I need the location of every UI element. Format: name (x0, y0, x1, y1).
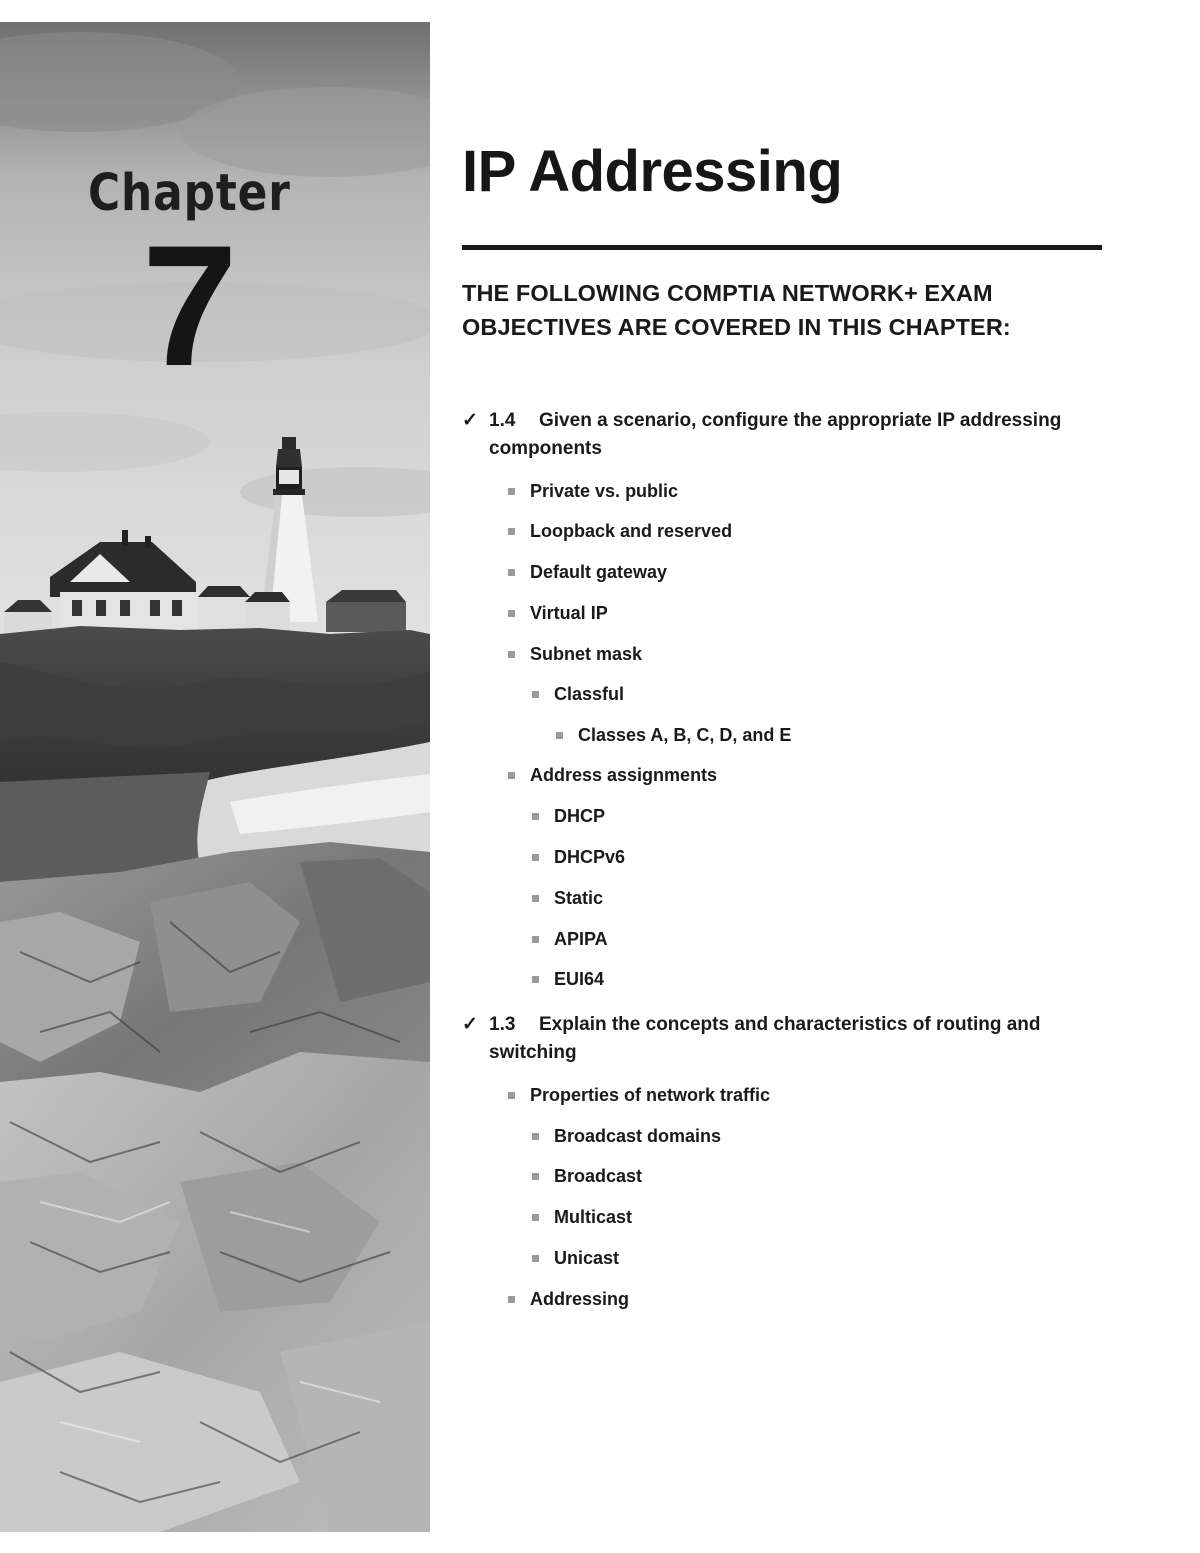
list-item-label: Subnet mask (530, 644, 643, 664)
square-bullet-icon (532, 976, 539, 983)
list-item-label: Addressing (530, 1289, 630, 1309)
objective-1-3 (462, 1011, 1102, 1067)
square-bullet-icon (532, 895, 539, 902)
square-bullet-icon (556, 732, 563, 739)
list-item (554, 845, 625, 869)
list-item (530, 763, 717, 787)
square-bullet-icon (508, 569, 515, 576)
square-bullet-icon (508, 610, 515, 617)
title-rule (462, 245, 1102, 250)
list-item (530, 560, 667, 584)
list-item (578, 723, 791, 747)
square-bullet-icon (508, 1092, 515, 1099)
list-item-label: Private vs. public (530, 481, 679, 501)
list-item (554, 967, 604, 991)
list-item-label: Broadcast (554, 1166, 643, 1186)
square-bullet-icon (532, 1214, 539, 1221)
list-item-label: Broadcast domains (554, 1126, 722, 1146)
list-item (554, 1205, 632, 1229)
square-bullet-icon (532, 854, 539, 861)
list-item-label: Unicast (554, 1248, 620, 1268)
list-item (554, 927, 608, 951)
list-item-label: Loopback and reserved (530, 521, 733, 541)
square-bullet-icon (508, 651, 515, 658)
objective-1-4 (462, 407, 1102, 463)
list-item-label: Multicast (554, 1207, 633, 1227)
square-bullet-icon (508, 528, 515, 535)
square-bullet-icon (532, 813, 539, 820)
list-item (530, 479, 678, 503)
chapter-title: IP Addressing (462, 139, 843, 204)
list-item-label: Default gateway (530, 562, 668, 582)
list-item (530, 1287, 629, 1311)
list-item-label: EUI64 (554, 969, 605, 989)
square-bullet-icon (508, 772, 515, 779)
list-item-label: Static (554, 888, 604, 908)
list-item (554, 1124, 721, 1148)
checkmark-icon: ✓ (462, 410, 478, 431)
chapter-number: 7 (142, 210, 238, 402)
list-item (530, 1083, 770, 1107)
list-item-label: DHCP (554, 806, 606, 826)
square-bullet-icon (532, 1255, 539, 1262)
list-item (554, 804, 605, 828)
list-item (530, 601, 608, 625)
list-item-label: Classes A, B, C, D, and E (578, 725, 792, 745)
objective-text: Given a scenario, configure the appropriate IP addressing components (489, 410, 1062, 459)
square-bullet-icon (508, 488, 515, 495)
chapter-label: Chapter (88, 164, 291, 223)
list-item-label: Classful (554, 684, 625, 704)
square-bullet-icon (532, 691, 539, 698)
list-item (530, 519, 732, 543)
square-bullet-icon (532, 936, 539, 943)
list-item (554, 1246, 619, 1270)
list-item-label: Address assignments (530, 765, 718, 785)
list-item-label: Virtual IP (530, 603, 608, 623)
list-item-label: APIPA (554, 929, 608, 949)
objective-text: Explain the concepts and characteristics of routing and switching (489, 1014, 1041, 1063)
square-bullet-icon (532, 1133, 539, 1140)
checkmark-icon: ✓ (462, 1014, 478, 1035)
objective-number: 1.4 (489, 410, 516, 431)
objectives-heading: THE FOLLOWING COMPTIA NETWORK+ EXAM OBJECTIVES ARE COVERED IN THIS CHAPTER: (462, 280, 1011, 340)
square-bullet-icon (532, 1173, 539, 1180)
square-bullet-icon (508, 1296, 515, 1303)
list-item (554, 886, 603, 910)
list-item-label: Properties of network traffic (530, 1085, 771, 1105)
list-item (554, 682, 624, 706)
chapter-opener-photo (0, 22, 430, 1532)
list-item (554, 1164, 642, 1188)
list-item-label: DHCPv6 (554, 847, 626, 867)
objective-number: 1.3 (489, 1014, 516, 1035)
list-item (530, 642, 642, 666)
